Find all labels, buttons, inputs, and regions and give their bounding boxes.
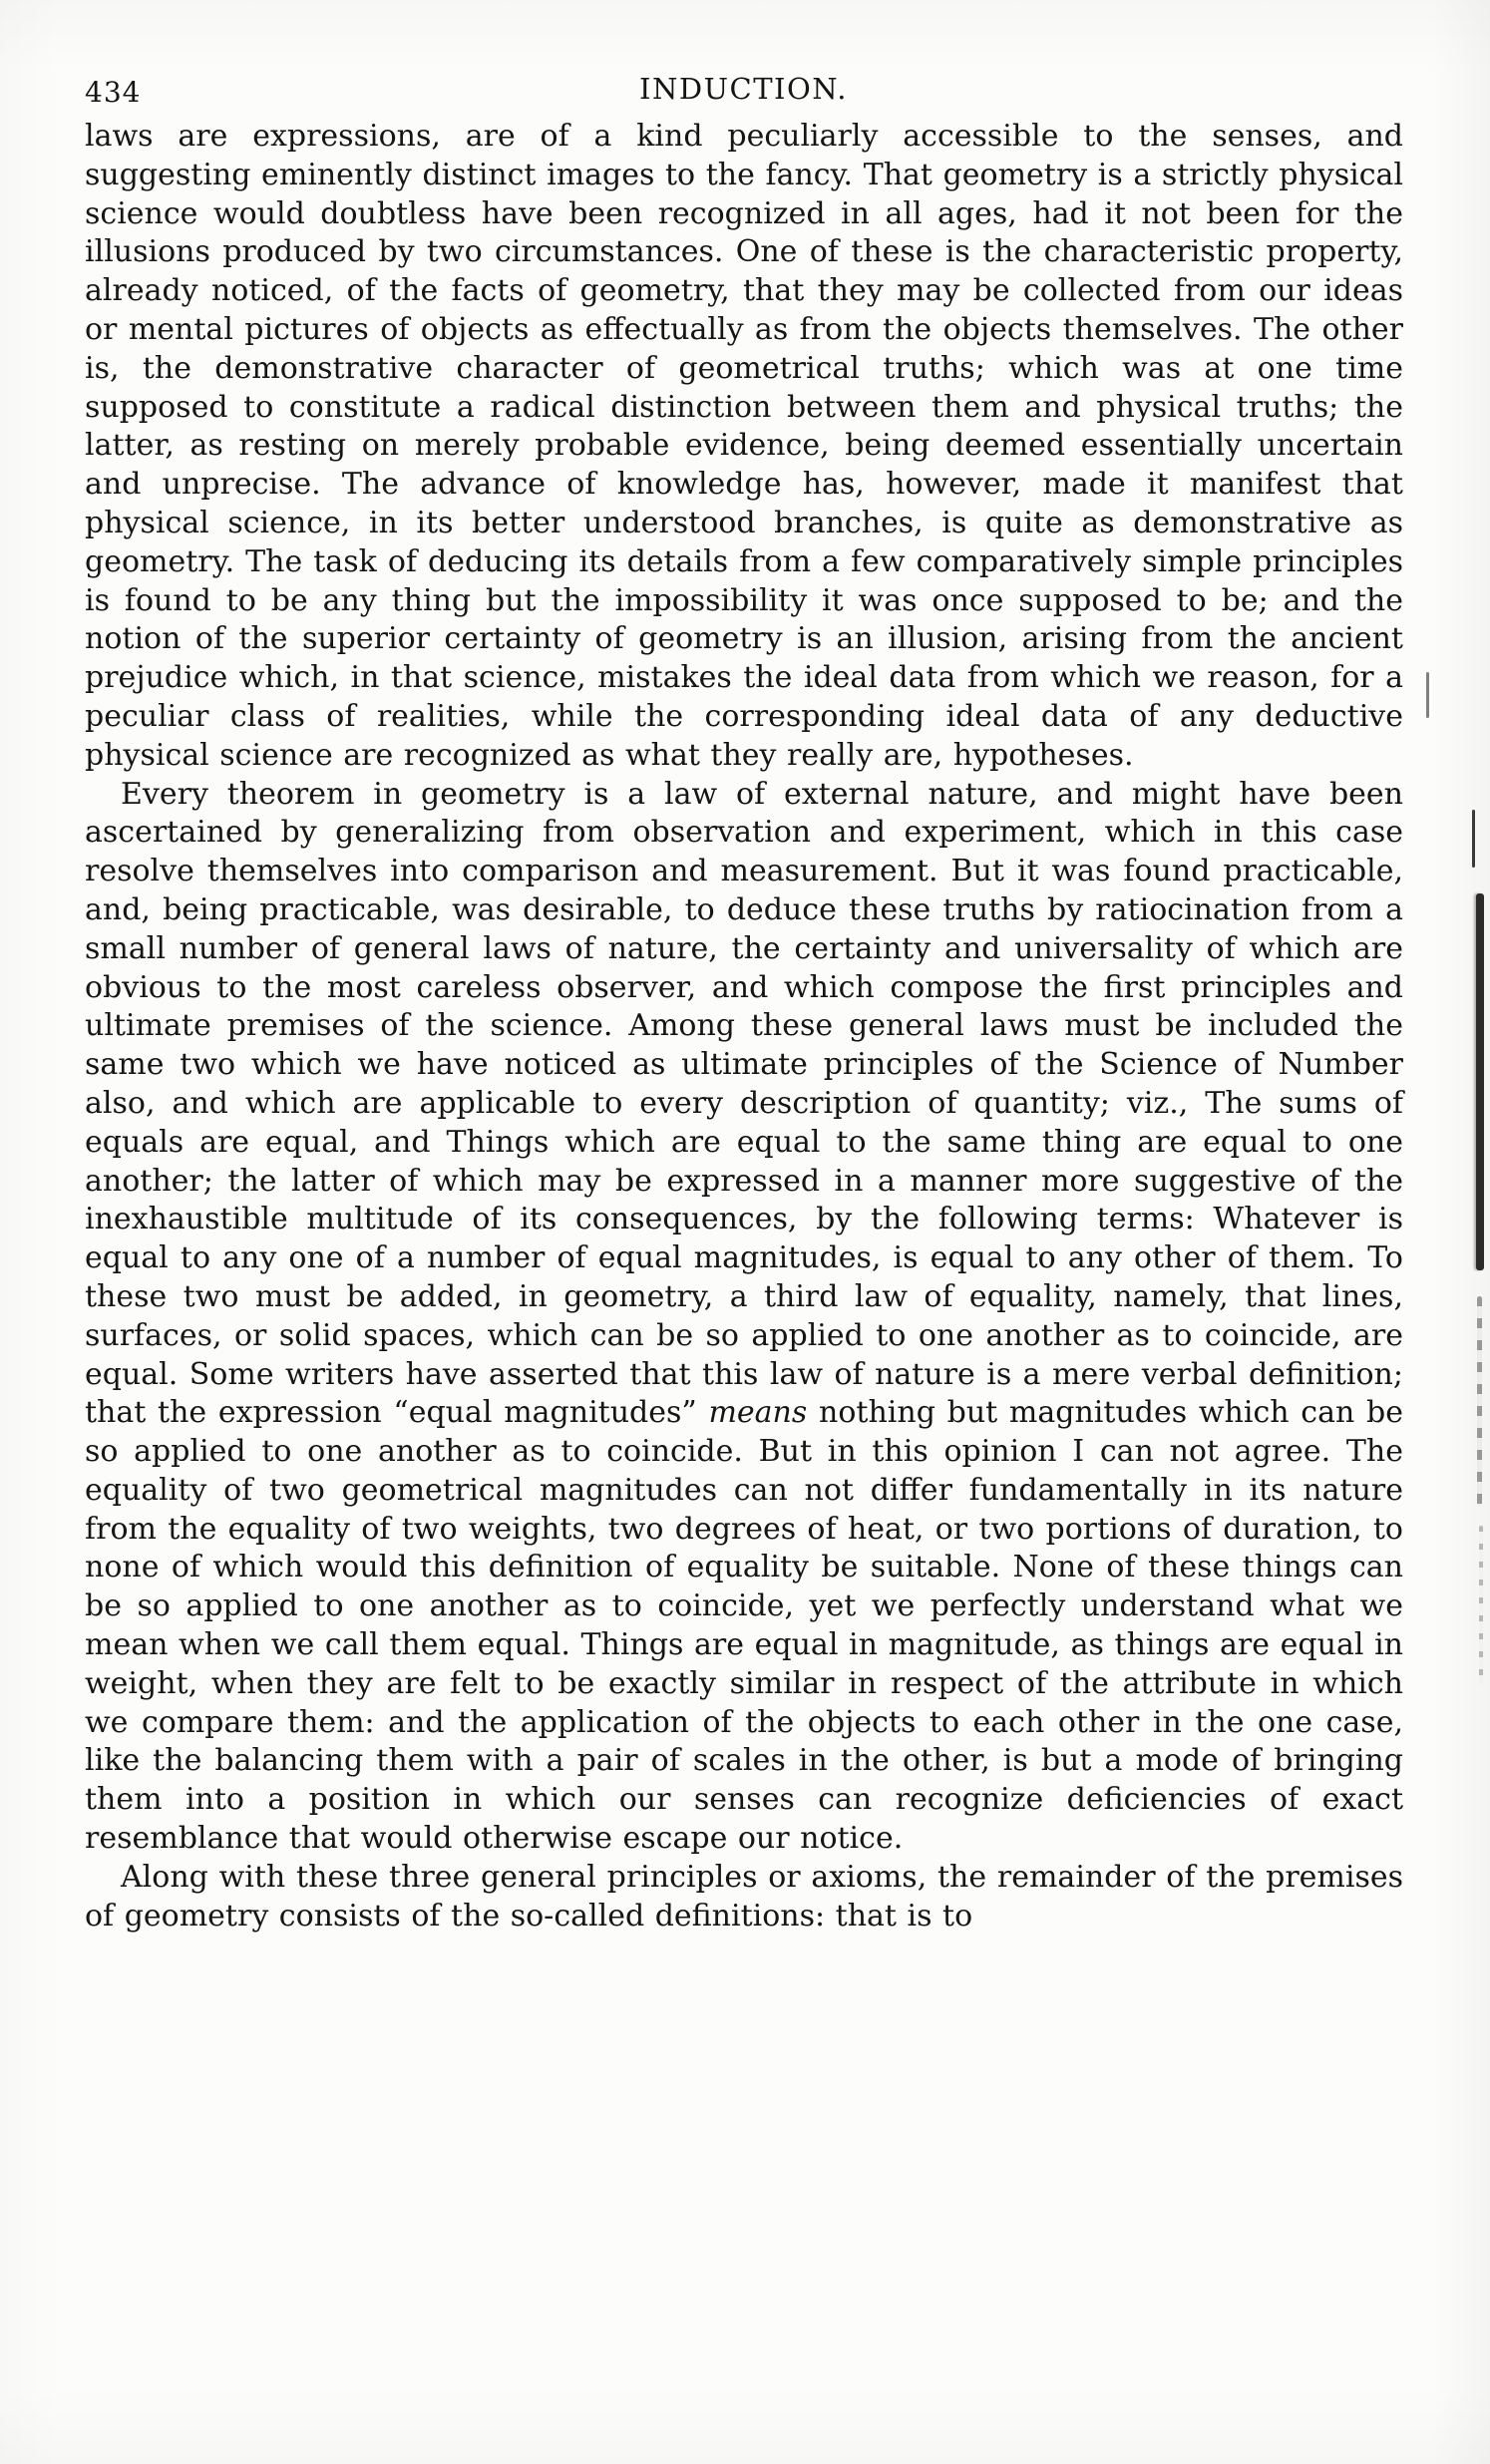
scan-artifact xyxy=(1476,893,1484,1270)
page-body xyxy=(85,118,1403,1936)
scan-artifact xyxy=(1472,810,1475,868)
page-number: 434 xyxy=(85,76,142,109)
body-text: Every theorem in geometry is a law of external nature, and might have been ascertained by generalizing from observation and experiment, which in this case resolve themselves into comparison and measurement. But it was found practicable, and, being practicable, was desirable, to deduce these truths by ratiocination from a small number of general laws of nature, the certainty and universality of which are obvious to the most careless observer, and which compose the first principles and ultimate premises of the science. Among these general laws must be included the same two which we have noticed as ultimate principles of the Science of Number also, and which are applicable to every description of quantity; viz., The sums of equals are equal, and Things which are equal to the same thing are equal to one another; the latter of which may be expressed in a manner more suggestive of the inexhaustible multitude of its consequences, by the following terms: Whatever is equal to any one of a number of equal magnitudes, is equal to any other of them. To these two must be added, in geometry, a third law of equality, namely, that lines, surfaces, or solid spaces, which can be so applied to one another as to coincide, are equal. Some writers have asserted that this law of nature is a mere verbal definition; that the expression “equal magnitudes” xyxy=(85,776,1403,1431)
scan-artifact xyxy=(1477,1296,1482,1506)
page-header xyxy=(85,72,1402,112)
paragraph xyxy=(85,776,1403,1859)
body-text: nothing but magnitudes which can be so applied to one another as to coincide. But in this opinion I can not agree. The equality of two geometrical magnitudes can not differ fundamentally in its nature from the equality of two weights, two degrees of heat, or two portions of duration, to none of which would this definition of equality be suitable. None of these things can be so applied to one another as to coincide, yet we perfectly understand what we mean when we call them equal. Things are equal in magnitude, as things are equal in weight, when they are felt to be exactly similar in respect of the attribute in which we compare them: and the application of the objects to each other in the one case, like the balancing them with a pair of scales in the other, is but a mode of bringing them into a position in which our senses can recognize deficiencies of exact resemblance that would otherwise escape our notice. xyxy=(85,1395,1403,1857)
scan-artifact xyxy=(1426,672,1429,718)
running-head: INDUCTION. xyxy=(638,72,849,106)
italic-text: means xyxy=(708,1395,808,1431)
paragraph xyxy=(85,118,1403,776)
body-text: Along with these three general principles or axioms, the remainder of the premises of geometry consists of the so-called definitions: that is to xyxy=(85,1859,1403,1934)
scan-artifact xyxy=(1479,1526,1483,1685)
body-text: laws are expressions, are of a kind peculiarly accessible to the senses, and suggesting eminently distinct images to the fancy. That geometry is a strictly physical science would doubtless have been recognized in all ages, had it not been for the illusions produced by two circumstances. One of these is the characteristic property, already noticed, of the facts of geometry, that they may be collected from our ideas or mental pictures of objects as effectually as from the objects themselves. The other is, the demonstrative character of geometrical truths; which was at one time supposed to constitute a radical distinction between them and physical truths; the latter, as resting on merely probable evidence, being deemed essentially uncertain and unprecise. The advance of knowledge has, however, made it manifest that physical science, in its better understood branches, is quite as demonstrative as geometry. The task of deducing its details from a few comparatively simple principles is found to be any thing but the impossibility it was once supposed to be; and the notion of the superior certainty of geometry is an illusion, arising from the ancient prejudice which, in that science, mistakes the ideal data from which we reason, for a peculiar class of realities, while the corresponding ideal data of any deductive physical science are recognized as what they really are, hypotheses. xyxy=(85,119,1403,773)
paragraph xyxy=(85,1859,1403,1936)
